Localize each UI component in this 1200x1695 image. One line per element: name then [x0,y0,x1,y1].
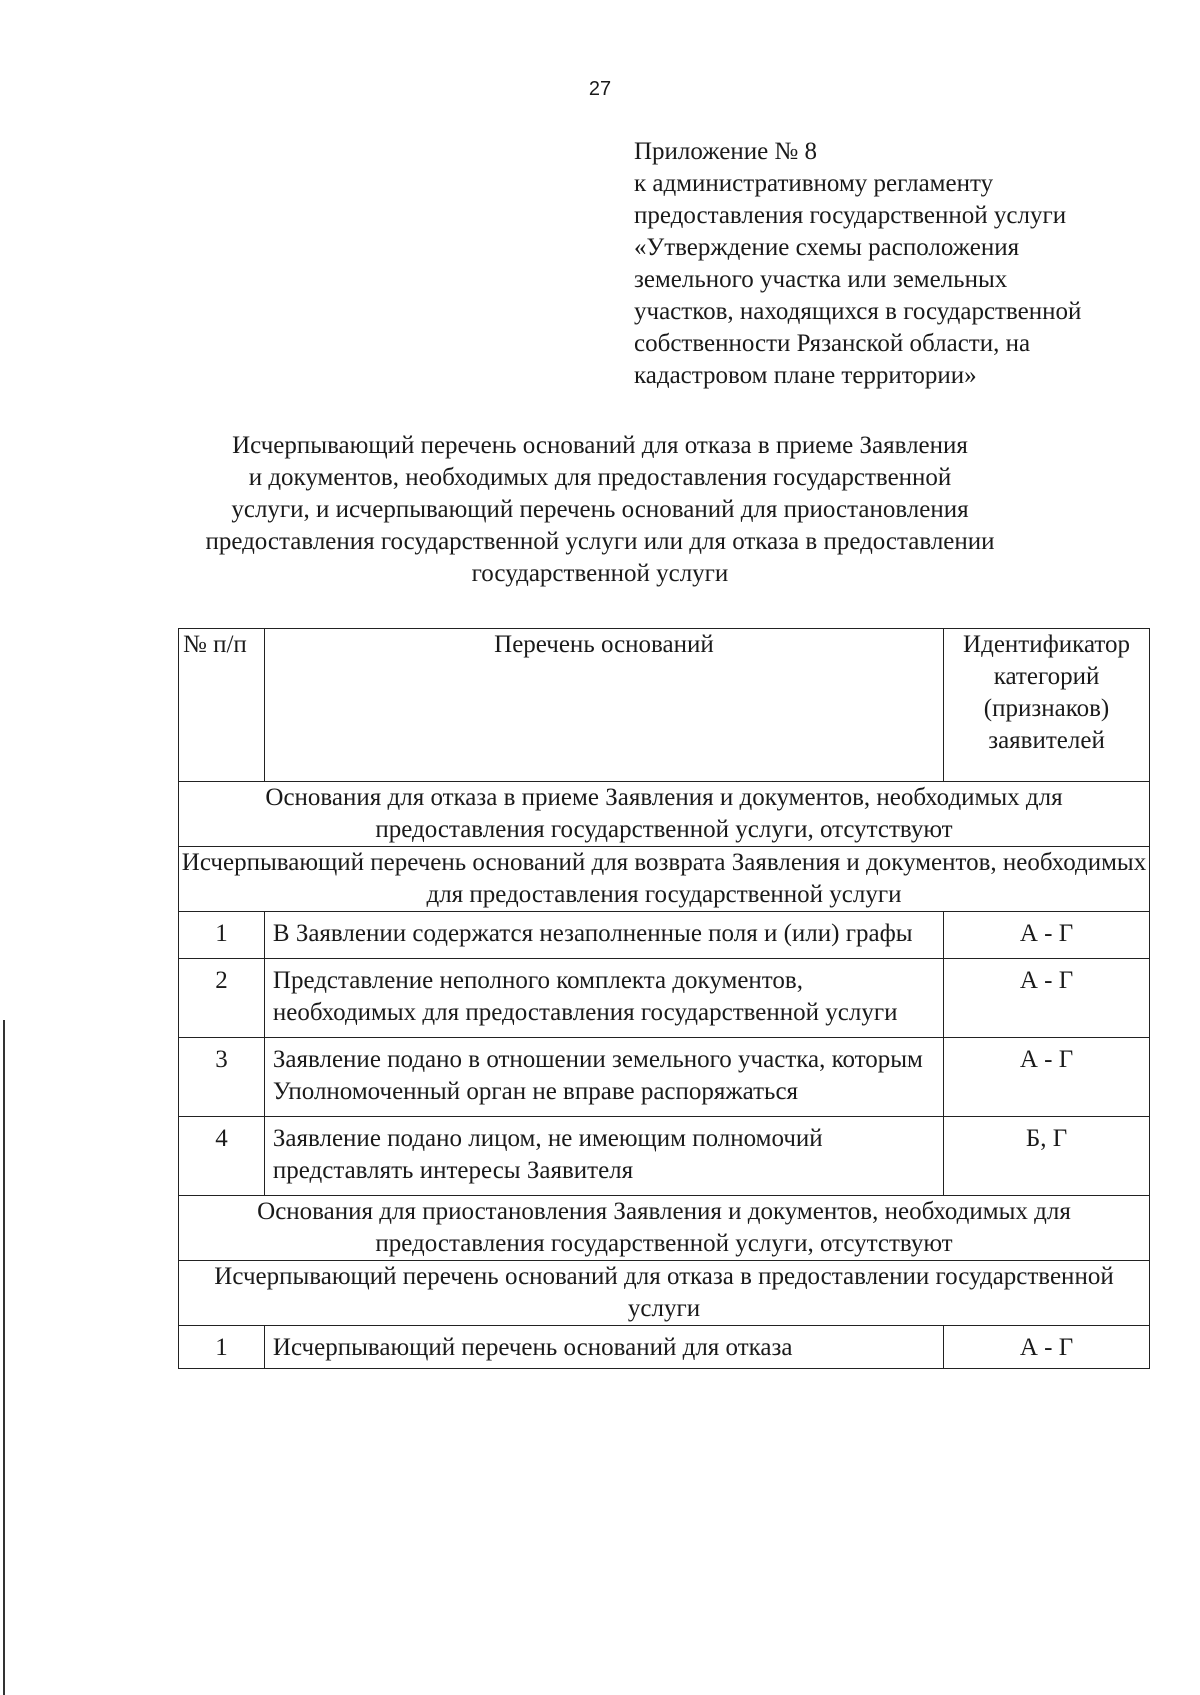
row-identifier: А - Г [944,959,1150,1038]
row-text: Заявление подано в отношении земельного участка, которым Уполномоченный орган не вправе распоряжаться [264,1038,943,1117]
table-header-row [179,629,1150,782]
page-number: 27 [588,78,612,100]
grounds-table [178,628,1150,1369]
section-no-suspension: Основания для приостановления Заявления и документов, необходимых для предоставления государственной услуги, отсутствуют [179,1196,1150,1261]
row-text: Заявление подано лицом, не имеющим полномочий представлять интересы Заявителя [264,1117,943,1196]
table-row [179,912,1150,959]
appendix-line: предоставления государственной услуги [634,202,1067,229]
section-row [179,782,1150,847]
row-text: Исчерпывающий перечень оснований для отказа [264,1326,943,1369]
section-row [179,1196,1150,1261]
row-identifier: А - Г [944,912,1150,959]
row-text: Представление неполного комплекта документов, необходимых для предоставления государственной услуги [264,959,943,1038]
appendix-line: к административному регламенту [634,170,994,197]
title-line: государственной услуги [471,560,729,587]
appendix-line: собственности Рязанской области, на [634,330,1031,357]
appendix-line: Приложение № 8 [634,138,818,165]
row-number: 2 [179,959,265,1038]
section-return-grounds: Исчерпывающий перечень оснований для возврата Заявления и документов, необходимых для предоставления государственной услуги [179,847,1150,912]
section-refusal-grounds: Исчерпывающий перечень оснований для отказа в предоставлении государственной услуги [179,1261,1150,1326]
appendix-note [634,136,1174,392]
row-identifier: А - Г [944,1326,1150,1369]
title-line: предоставления государственной услуги или для отказа в предоставлении [205,528,995,555]
row-text: В Заявлении содержатся незаполненные поля и (или) графы [264,912,943,959]
section-row [179,847,1150,912]
row-number: 4 [179,1117,265,1196]
section-row [179,1261,1150,1326]
table-row [179,1117,1150,1196]
row-number: 1 [179,1326,265,1369]
table-row [179,1326,1150,1369]
row-number: 1 [179,912,265,959]
header-number: № п/п [179,629,265,782]
row-identifier: Б, Г [944,1117,1150,1196]
scan-margin-line [3,1020,5,1695]
appendix-line: земельного участка или земельных [634,266,1008,293]
header-grounds: Перечень оснований [264,629,943,782]
appendix-line: «Утверждение схемы расположения [634,234,1020,261]
appendix-line: участков, находящихся в государственной [634,298,1082,325]
title-line: и документов, необходимых для предоставления государственной [248,464,952,491]
row-number: 3 [179,1038,265,1117]
table-row [179,959,1150,1038]
row-identifier: А - Г [944,1038,1150,1117]
title-line: Исчерпывающий перечень оснований для отказа в приеме Заявления [232,432,968,459]
section-no-refusal-acceptance: Основания для отказа в приеме Заявления и документов, необходимых для предоставления государственной услуги, отсутствуют [179,782,1150,847]
table-row [179,1038,1150,1117]
header-identifier: Идентификатор категорий (признаков) заявителей [944,629,1150,782]
title-line: услуги, и исчерпывающий перечень оснований для приостановления [231,496,969,523]
appendix-line: кадастровом плане территории» [634,362,977,389]
document-title [150,430,1050,590]
